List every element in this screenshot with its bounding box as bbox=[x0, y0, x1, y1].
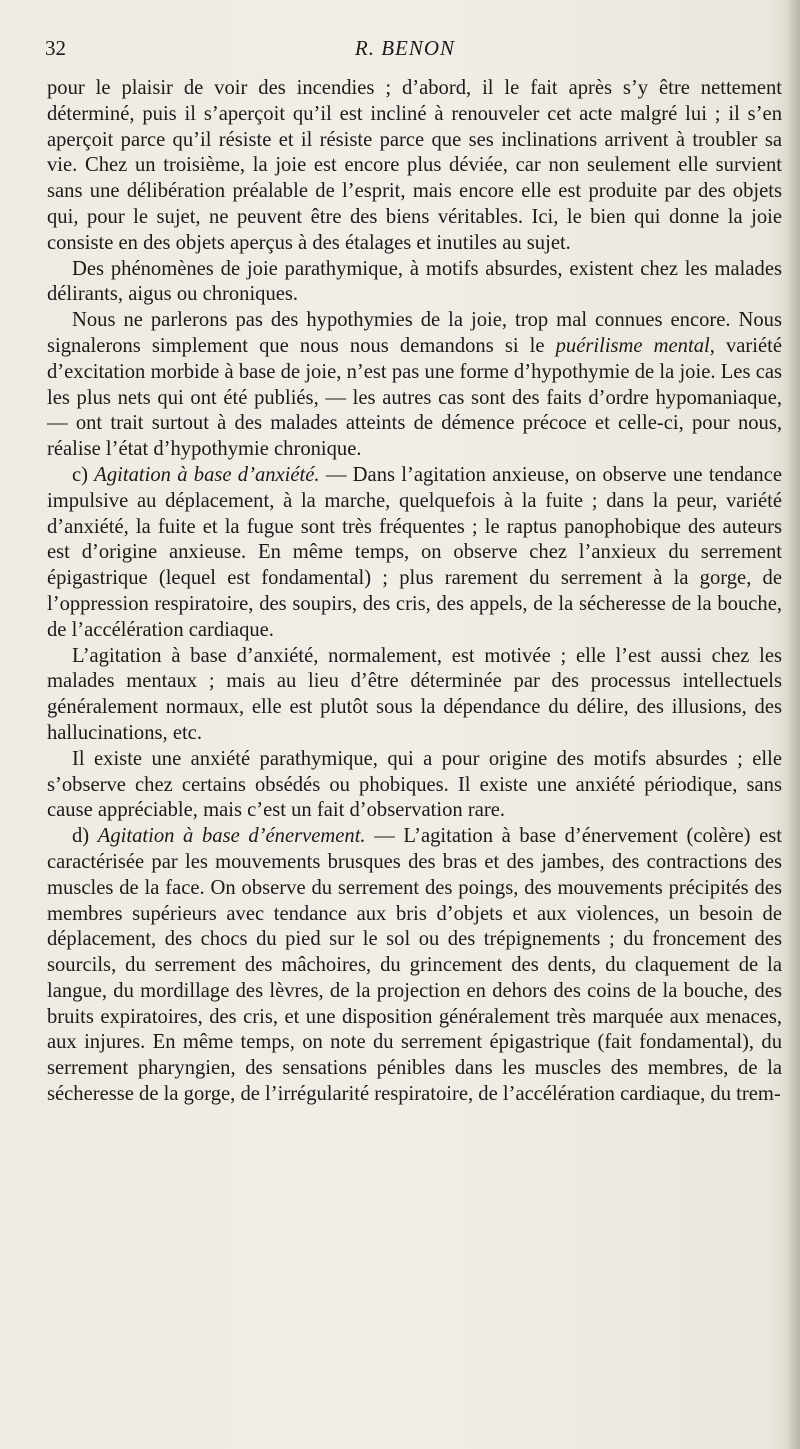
paragraph-6: Il existe une anxiété parathymique, qui a pour origine des motifs absurdes ; elle s’observe chez certains obsédés ou phobiques. Il existe une anxiété périodique, sans cause appréciable, mais c’est un fait d’observation rare. bbox=[47, 747, 782, 822]
section-d-marker: d) bbox=[72, 825, 98, 848]
paragraph-5: L’agitation à base d’anxiété, normalement, est motivée ; elle l’est aussi chez les malades mentaux ; mais au lieu d’être déterminée par des processus intellectuels généralement normaux, elle est plutôt sous la dépendance du délire, des illusions, des hallucinations, etc. bbox=[47, 644, 782, 744]
page-number: 32 bbox=[45, 36, 66, 60]
section-c-paragraph bbox=[47, 463, 782, 644]
paragraph-3-text-a: Nous ne parlerons pas des hypothymies de la joie, trop mal connues encore. Nous signalerons simplement que nous nous demandons si le bbox=[47, 309, 782, 357]
page-header bbox=[45, 36, 765, 66]
section-d-heading: Agitation à base d’énervement. bbox=[97, 825, 366, 848]
paragraph-1: pour le plaisir de voir des incendies ; d’abord, il le fait après s’y être nettement déterminé, puis il s’aperçoit qu’il est incliné à renouveler cet acte malgré lui ; il s’en aperçoit parce qu’il résiste et il résiste parce que ses inclinations arrivent à troubler sa vie. Chez un troisième, la joie est encore plus déviée, car non seulement elle survient sans une délibération préalable de l’esprit, mais encore elle est produite par des objets qui, pour le sujet, ne peuvent être des biens véritables. Ici, le bien qui donne la joie consiste en des objets aperçus à des étalages et inutiles au sujet. bbox=[47, 77, 782, 254]
running-head: R. BENON bbox=[354, 36, 456, 60]
paragraph-3 bbox=[47, 308, 782, 463]
body-text bbox=[47, 76, 782, 1108]
section-c-heading: Agitation à base d’anxiété. bbox=[94, 463, 320, 486]
paragraph-2: Des phénomènes de joie parathymique, à motifs absurdes, existent chez les malades délirants, aigus ou chroniques. bbox=[47, 257, 782, 306]
section-d-paragraph bbox=[47, 824, 782, 1108]
italic-term-puerilisme: puérilisme mental bbox=[555, 334, 710, 357]
section-c-marker: c) bbox=[72, 463, 95, 486]
section-d-text: — L’agitation à base d’énervement (colère) est caractérisée par les mouvements brusques des bras et des jambes, des contractions des muscles de la face. On observe du serrement des poings, des mouvements précipités des membres supérieurs avec tendance aux bris d’objets et aux violences, un besoin de déplacement, des chocs du pied sur le sol ou des trépignements ; du froncement des sourcils, du serrement des mâchoires, du grincement des dents, du claquement de la langue, du mordillage des lèvres, de la projection en dehors des coins de la bouche, des bruits expiratoires, des cris, et une disposition généralement très marquée aux menaces, aux injures. En même temps, on note du serrement épigastrique (fait fondamental), du serrement pharyngien, des sensations pénibles dans les muscles des membres, de la sécheresse de la gorge, de l’irrégularité respiratoire, de l’accélération cardiaque, du trem- bbox=[47, 825, 782, 1106]
section-c-text: — Dans l’agitation anxieuse, on observe une tendance impulsive au déplacement, à la marche, quelquefois à la fuite ; dans la peur, variété d’anxiété, la fuite et la fugue sont très fréquentes ; le raptus panophobique des auteurs est d’origine anxieuse. En même temps, on observe chez l’anxieux du serrement épigastrique (lequel est fondamental) ; plus rarement du serrement à la gorge, de l’oppression respiratoire, des soupirs, des cris, des appels, de la sécheresse de la bouche, de l’accélération cardiaque. bbox=[47, 463, 782, 641]
page-edge-shadow bbox=[786, 0, 800, 1449]
paragraph-3-text-b: , variété d’excitation morbide à base de joie, n’est pas une forme d’hypothymie de la joie. Les cas les plus nets qui ont été publiés, — les autres cas sont des faits d’ordre hypomaniaque, — ont trait surtout à des malades atteints de démence précoce et celle-ci, pour nous, réalise l’état d’hypothymie chronique. bbox=[47, 334, 782, 461]
